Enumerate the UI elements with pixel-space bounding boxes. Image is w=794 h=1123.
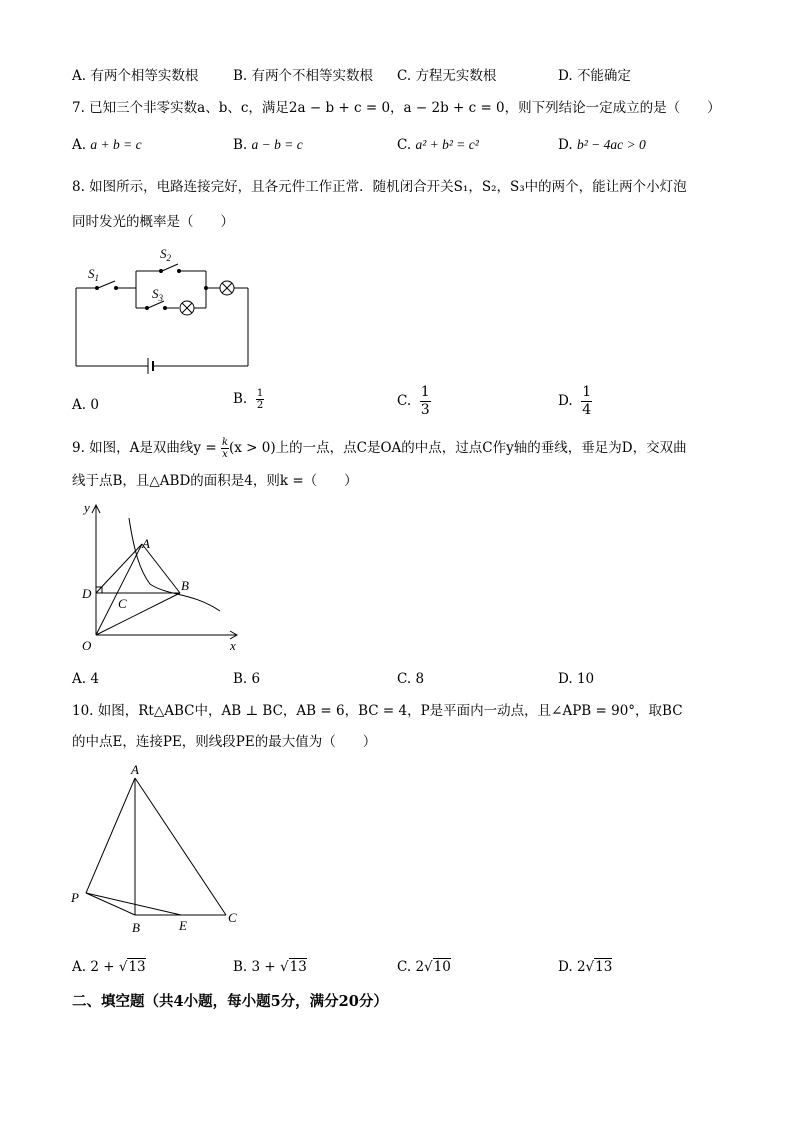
q9-stem-line2: 线于点B，且△ABD的面积是4，则k =（ ） (72, 473, 358, 489)
point-label-d: D (82, 586, 92, 601)
q10-stem-line2: 的中点E，连接PE，则线段PE的最大值为（ ） (72, 734, 377, 750)
point-label-a: A (142, 536, 150, 551)
q10-option-c: C. 2√10 (397, 959, 451, 975)
q6-option-b: B. 有两个不相等实数根 (233, 68, 374, 84)
point-label-p: P (71, 890, 79, 905)
q9-option-c: C. 8 (397, 671, 425, 687)
q8-circuit-diagram (60, 238, 260, 374)
point-label-e: E (179, 918, 187, 933)
q10-option-b: B. 3 + √13 (233, 959, 307, 975)
q10-triangle-diagram (66, 760, 256, 940)
q8-option-d: D. $\frac{1}{4}$ (558, 384, 592, 418)
point-label-c: C (228, 910, 237, 925)
point-label-b: B (181, 578, 189, 593)
q9-option-b: B. 6 (233, 671, 261, 687)
label-s2: $S_2$ (160, 246, 171, 263)
q7-option-d: D. b² − 4ac > 0 (558, 137, 646, 153)
q8-stem-line2: 同时发光的概率是（ ） (72, 214, 234, 230)
q8-stem-line1: 8. 如图所示，电路连接完好，且各元件工作正常．随机闭合开关S₁，S₂，S₃中的两个，能让两个小灯泡 (72, 179, 687, 195)
q6-option-a: A. 有两个相等实数根 (72, 68, 199, 84)
q7-stem: 7. 已知三个非零实数a、b、c，满足2a − b + c = 0，a − 2b + c = 0，则下列结论一定成立的是（ ） (72, 100, 721, 116)
axis-label-y: y (84, 500, 90, 515)
section-heading: 二、填空题（共4小题，每小题5分，满分20分） (72, 993, 388, 1010)
label-s1: $S_1$ (88, 266, 99, 283)
q7-option-a: A. a + b = c (72, 137, 142, 153)
q9-stem-line1: 9. 如图，A是双曲线y = $\frac{k}{x}$ (x > 0)上的一点，点C是OA的中点，过点C作y轴的垂线，垂足为D，交双曲 (72, 437, 687, 460)
q9-option-a: A. 4 (72, 671, 99, 687)
q8-option-b: B. $\frac{1}{2}$ (233, 388, 264, 411)
q6-option-c: C. 方程无实数根 (397, 68, 497, 84)
point-label-c: C (118, 596, 127, 611)
label-s3: $S_3$ (152, 286, 163, 303)
q10-option-d: D. 2√13 (558, 959, 613, 975)
q8-option-c: C. $\frac{1}{3}$ (397, 384, 430, 418)
q10-stem-line1: 10. 如图，Rt△ABC中，AB ⊥ BC，AB = 6，BC = 4，P是平面内一动点，且∠APB = 90°，取BC (72, 703, 683, 719)
point-label-a: A (131, 762, 139, 777)
q9-hyperbola-diagram (72, 496, 252, 660)
q7-option-c: C. a² + b² = c² (397, 137, 479, 153)
q7-option-b: B. a − b = c (233, 137, 303, 153)
point-label-b: B (132, 920, 140, 935)
q8-option-a: A. 0 (72, 397, 99, 413)
q6-option-d: D. 不能确定 (558, 68, 631, 84)
axis-label-x: x (230, 638, 236, 653)
q10-option-a: A. 2 + √13 (72, 959, 146, 975)
point-label-o: O (82, 638, 92, 653)
q9-option-d: D. 10 (558, 671, 595, 687)
